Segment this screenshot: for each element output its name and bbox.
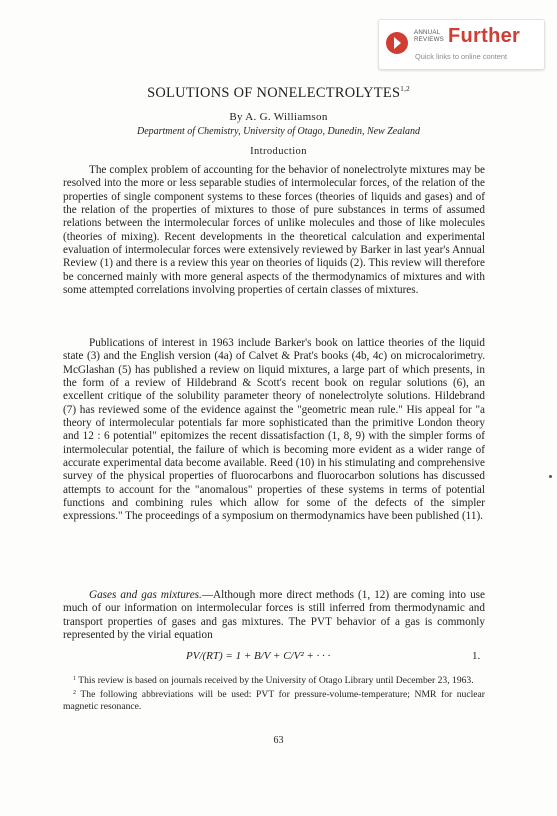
paragraph-2: Publications of interest in 1963 include Barker's book on lattice theories of the liquid state (3) and the English version (4a) of Calvet & Prat's books (4b, 4c) on microcalorimetry. McGlashan (5) has published a review on liquid mixtures, a large part of which presents, in the form of a review of Hildebrand & Scott's recent book on regular solutions (6), an excellent critique of the solubility parameter theory of nonelectrolyte solutions. Hildebrand (7) has reviewed some of the evidence against the "geometric mean rule." His appeal for "a theory of intermolecular potentials far more sophisticated than the primitive London theory and 12 : 6 potential" epitomizes the recent dissatisfaction (1, 8, 9) with the simpler forms of intermolecular potential, the failure of which is becoming more evident as a wider range of accurate experimental data become available. Reed (10) in his stimulating and comprehensive survey of the physical properties of fluorocarbons and fluorocarbon solutions has discussed attempts to account for the "anomalous" properties of these systems in terms of potential functions and combining rules which allow for some of the defects of the simpler expressions." The proceedings of a symposium on thermodynamics have been published (11).	[63, 337, 485, 523]
page-number: 63	[273, 735, 284, 746]
subsection-heading: Gases and gas mixtures.	[89, 589, 202, 601]
scan-speck	[549, 475, 552, 478]
badge-further-label: Further	[448, 25, 521, 47]
article-author: By A. G. Williamson	[229, 111, 328, 123]
equation-expression: PV/(RT) = 1 + B/V + C/V² + · · ·	[186, 650, 331, 662]
title-footnote-mark: 1,2	[400, 85, 410, 93]
footnote: $^2$ The following abbreviations will be used: PVT for pressure-volume-temperature; NMR for nuclear magnetic resonance.	[63, 689, 485, 713]
further-logo-icon	[386, 32, 408, 54]
equation-number: 1.	[472, 650, 481, 662]
further-badge[interactable]	[378, 19, 545, 70]
footnote: $^1$ This review is based on journals received by the University of Otago Library until December 23, 1963.	[73, 675, 474, 686]
author-affiliation: Department of Chemistry, University of Otago, Dunedin, New Zealand	[136, 126, 421, 137]
badge-subtitle: Quick links to online content	[415, 52, 508, 61]
badge-publisher-label: ANNUAL REVIEWS	[414, 29, 444, 43]
paragraph-1: The complex problem of accounting for the behavior of nonelectrolyte mixtures may be resolved into the more or less separable studies of intermolecular forces, of the relation of the properties of single component systems to these forces (theories of liquids and gases) and of the relation of the properties of mixtures to those of pure substances in terms of assumed relations between the intermolecular forces of unlike molecules and those of like molecules (theories of mixing). Recent developments in the theoretical calculation and experimental evaluation of intermolecular forces were extensively reviewed by Barker in last year's Annual Review (1) and there is a review this year on theories of liquids (2). This review will therefore be concerned mainly with more general aspects of the thermodynamics of mixtures and with some attempted correlations involving properties of certain classes of mixtures.	[63, 164, 485, 297]
footnotes	[63, 673, 485, 714]
paragraph-3: Gases and gas mixtures.—Although more direct methods (1, 12) are coming into use much of our information on intermolecular forces is still inferred from thermodynamic and transport properties of gases and gas mixtures. The PVT behavior of a gas is commonly represented by the virial equation	[63, 589, 485, 642]
section-heading: Introduction	[250, 146, 307, 157]
article-title: SOLUTIONS OF NONELECTROLYTES$^{1,2}$	[147, 85, 410, 101]
